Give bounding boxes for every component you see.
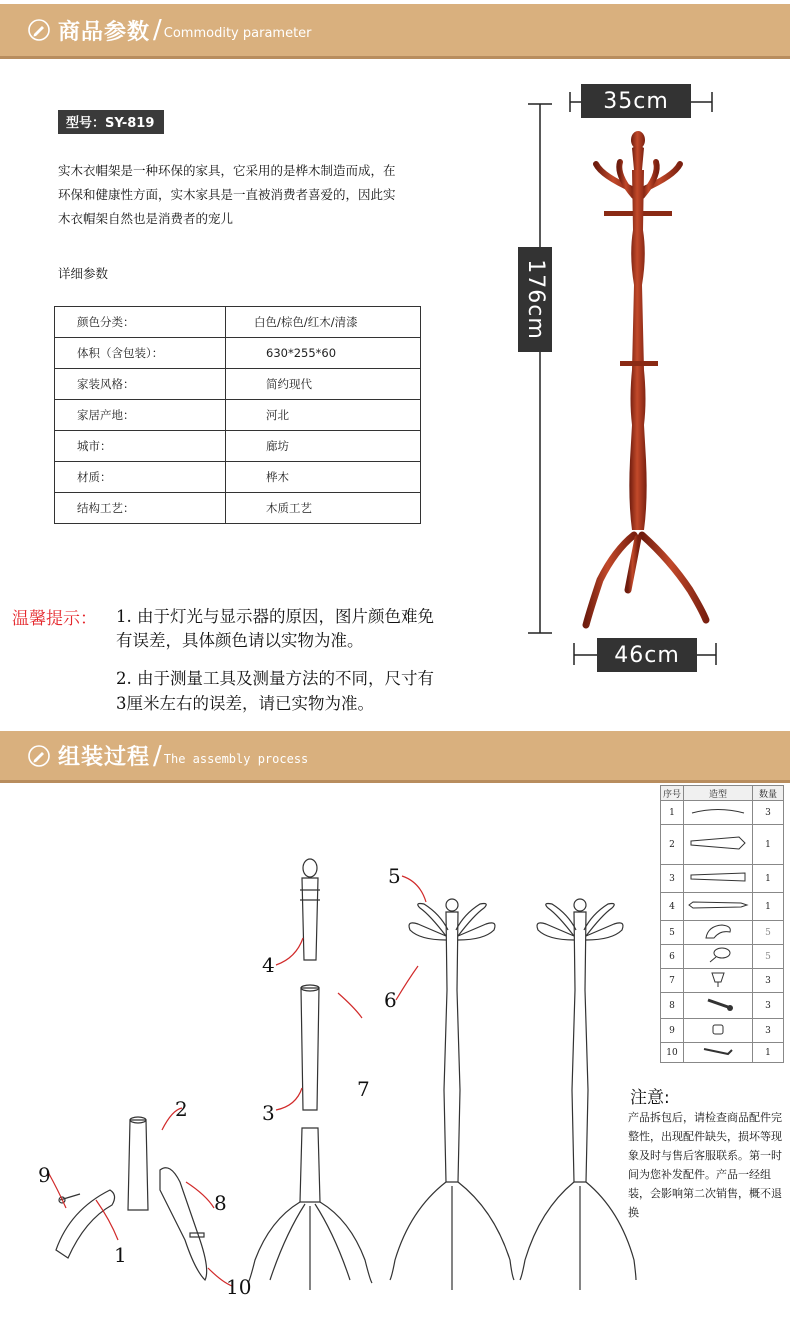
param-value: 桦木 bbox=[226, 462, 421, 493]
part-no: 3 bbox=[661, 865, 684, 893]
dimension-base: 46cm bbox=[597, 638, 697, 672]
param-value: 630*255*60 bbox=[226, 338, 421, 369]
table-row bbox=[55, 369, 421, 400]
table-row bbox=[661, 1019, 784, 1043]
part-qty: 3 bbox=[753, 993, 784, 1019]
param-value: 简约现代 bbox=[226, 369, 421, 400]
base-pole-icon bbox=[687, 833, 749, 853]
part-qty: 3 bbox=[753, 801, 784, 825]
param-value: 廊坊 bbox=[226, 431, 421, 462]
part-no: 6 bbox=[661, 945, 684, 969]
header-no: 序号 bbox=[661, 786, 684, 801]
callout-9: 9 bbox=[38, 1163, 51, 1187]
part-qty: 5 bbox=[753, 921, 784, 945]
cap-icon bbox=[698, 1020, 738, 1038]
part-qty: 1 bbox=[753, 825, 784, 865]
tip-1-line-2: 有误差，具体颜色请以实物为准。 bbox=[116, 631, 364, 650]
param-key: 家居产地： bbox=[55, 400, 226, 431]
table-row bbox=[55, 400, 421, 431]
pencil-icon bbox=[28, 745, 50, 767]
callout-7: 7 bbox=[357, 1077, 370, 1101]
part-no: 5 bbox=[661, 921, 684, 945]
peg-icon bbox=[698, 946, 738, 964]
section-title: 组装过程 bbox=[58, 745, 151, 770]
header-qty: 数量 bbox=[753, 786, 784, 801]
table-row bbox=[55, 462, 421, 493]
param-value: 河北 bbox=[226, 400, 421, 431]
assembly-diagram bbox=[0, 790, 660, 1310]
detail-title: 详细参数 bbox=[58, 266, 109, 281]
screw-icon bbox=[698, 995, 738, 1013]
param-key: 材质： bbox=[55, 462, 226, 493]
param-key: 体积（含包装）： bbox=[55, 338, 226, 369]
table-row bbox=[661, 945, 784, 969]
part-qty: 1 bbox=[753, 865, 784, 893]
table-row bbox=[55, 338, 421, 369]
middle-pole-icon bbox=[687, 870, 749, 884]
model-badge: 型号：SY-819 bbox=[58, 110, 164, 134]
callout-6: 6 bbox=[384, 988, 397, 1012]
dimension-height bbox=[518, 247, 552, 352]
tip-label: 温馨提示： bbox=[12, 609, 97, 629]
hex-key-icon bbox=[698, 1044, 738, 1058]
part-no: 10 bbox=[661, 1043, 684, 1063]
callout-10: 10 bbox=[226, 1275, 252, 1299]
table-row bbox=[661, 825, 784, 865]
notice-title: 注意: bbox=[630, 1088, 670, 1108]
table-row bbox=[661, 893, 784, 921]
section-banner-assembly: 组装过程 / The assembly process bbox=[0, 731, 790, 783]
part-no: 4 bbox=[661, 893, 684, 921]
callout-1: 1 bbox=[114, 1243, 127, 1267]
part-no: 9 bbox=[661, 1019, 684, 1043]
param-value: 白色/棕色/红木/清漆 bbox=[226, 307, 421, 338]
top-pole-icon bbox=[687, 898, 749, 912]
table-row bbox=[661, 801, 784, 825]
part-no: 2 bbox=[661, 825, 684, 865]
parts-table bbox=[660, 785, 784, 1063]
hook-arm-icon bbox=[698, 922, 738, 940]
table-row bbox=[661, 993, 784, 1019]
table-row bbox=[661, 969, 784, 993]
param-value: 木质工艺 bbox=[226, 493, 421, 524]
tip-2-line-2: 3厘米左右的误差，请已实物为准。 bbox=[116, 694, 374, 713]
param-key: 颜色分类： bbox=[55, 307, 226, 338]
callout-3: 3 bbox=[262, 1101, 275, 1125]
callout-4: 4 bbox=[262, 953, 275, 977]
leg-part-icon bbox=[688, 804, 748, 818]
tip-2-line-1: 2. 由于测量工具及测量方法的不同，尺寸有 bbox=[116, 669, 434, 688]
section-subtitle: Commodity parameter bbox=[163, 25, 312, 41]
callout-2: 2 bbox=[175, 1097, 188, 1121]
section-subtitle: The assembly process bbox=[163, 751, 309, 766]
params-table bbox=[54, 306, 421, 524]
knob-icon bbox=[698, 970, 738, 988]
dimension-top: 35cm bbox=[581, 84, 691, 118]
table-row bbox=[55, 493, 421, 524]
dimension-height-label: 176cm bbox=[522, 259, 548, 340]
header-shape: 造型 bbox=[684, 786, 753, 801]
pencil-icon bbox=[28, 19, 50, 41]
part-qty: 3 bbox=[753, 1019, 784, 1043]
part-qty: 5 bbox=[753, 945, 784, 969]
section-title: 商品参数 bbox=[58, 19, 151, 45]
table-row bbox=[661, 865, 784, 893]
callout-8: 8 bbox=[214, 1191, 227, 1215]
part-no: 1 bbox=[661, 801, 684, 825]
notice-text: 产品拆包后，请检查商品配件完整性，出现配件缺失，损坏等现象及时与售后客服联系。第一时间为您补发配件。产品一经组装，会影响第二次销售，概不退换 bbox=[628, 1111, 782, 1219]
coat-rack-photo bbox=[520, 80, 790, 680]
part-no: 7 bbox=[661, 969, 684, 993]
intro-text: 实木衣帽架是一种环保的家具，它采用的是桦木制造而成，在环保和健康性方面，实木家具是一直被消费者喜爱的，因此实木衣帽架自然也是消费者的宠儿 bbox=[58, 163, 396, 226]
table-row bbox=[55, 431, 421, 462]
part-qty: 1 bbox=[753, 893, 784, 921]
part-qty: 3 bbox=[753, 969, 784, 993]
table-row bbox=[661, 1043, 784, 1063]
param-key: 城市： bbox=[55, 431, 226, 462]
section-banner-commodity: 商品参数 / Commodity parameter bbox=[0, 4, 790, 59]
table-row bbox=[661, 921, 784, 945]
part-no: 8 bbox=[661, 993, 684, 1019]
tip-1-line-1: 1. 由于灯光与显示器的原因，图片颜色难免 bbox=[116, 607, 434, 626]
param-key: 家装风格： bbox=[55, 369, 226, 400]
param-key: 结构工艺： bbox=[55, 493, 226, 524]
part-qty: 1 bbox=[753, 1043, 784, 1063]
table-header-row bbox=[661, 786, 784, 801]
table-row bbox=[55, 307, 421, 338]
callout-5: 5 bbox=[388, 864, 401, 888]
